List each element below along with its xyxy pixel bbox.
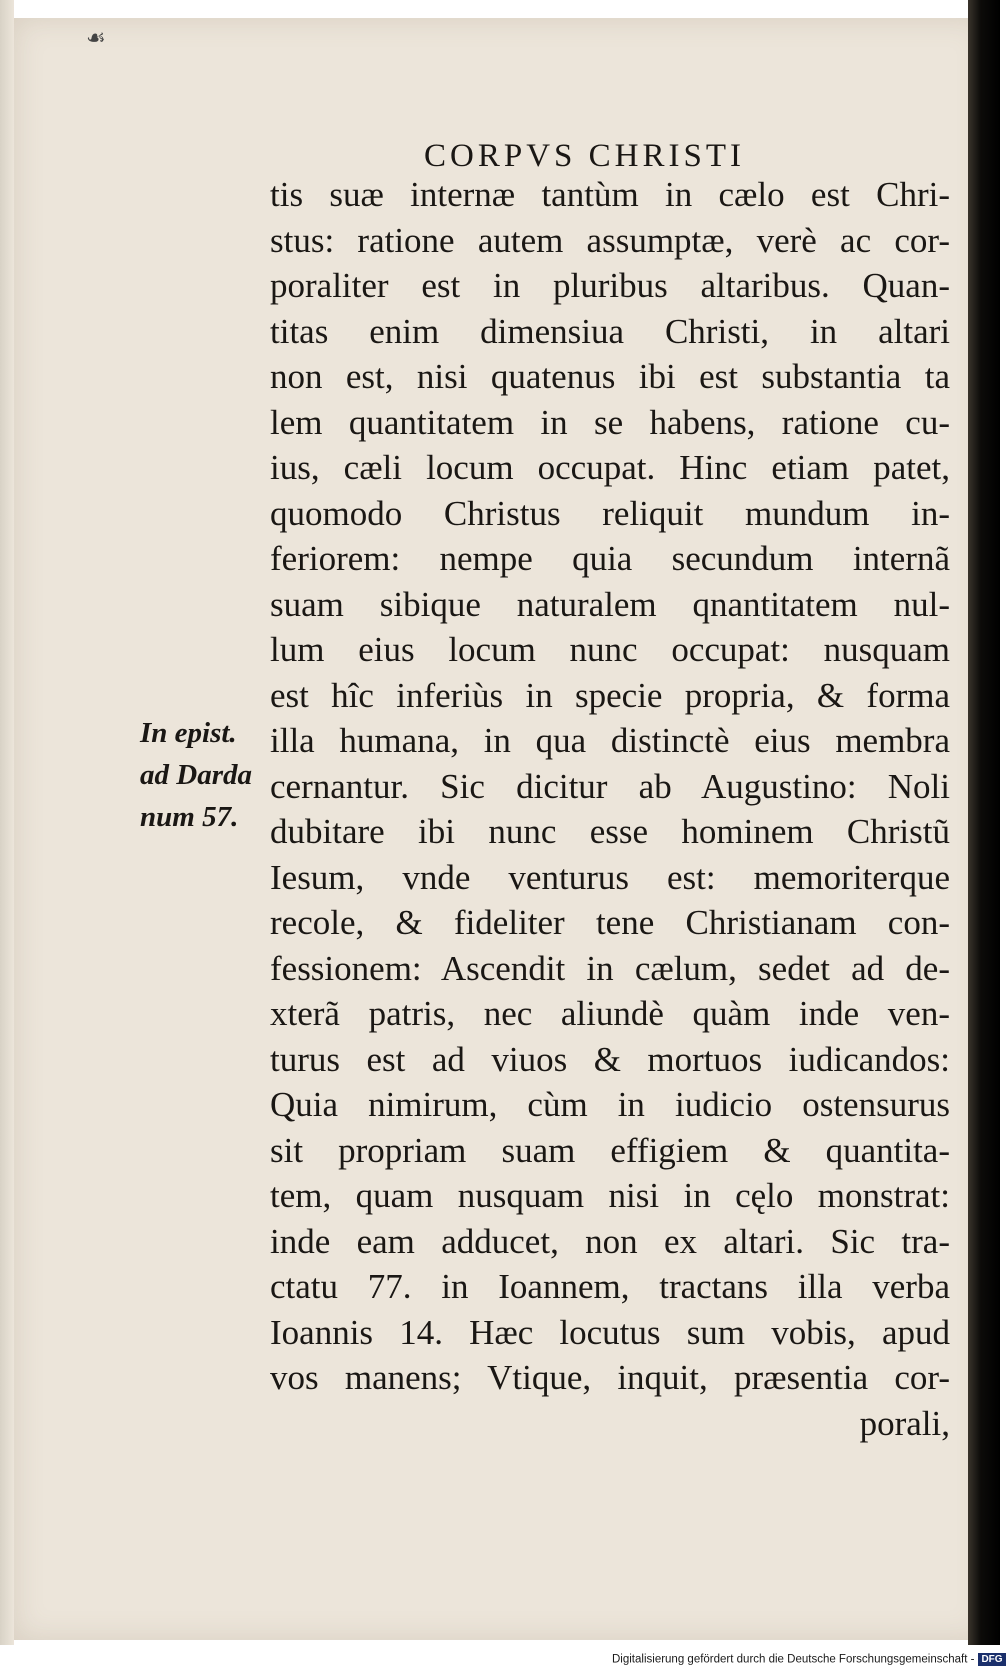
text-line: dubitare ibi nunc esse hominem Christũ — [270, 812, 950, 851]
digitization-credit — [612, 1653, 1006, 1666]
text-line: illa humana, in qua distinctè eius membra — [270, 721, 950, 760]
text-line: stus: ratione autem assumptæ, verè ac cor- — [270, 220, 950, 260]
book-edge — [968, 0, 1000, 1645]
marginal-note — [140, 712, 268, 838]
text-line: lum eius locum nunc occupat: nusquam — [270, 630, 950, 669]
text-line: Ioannis 14. Hæc locutus sum vobis, apud — [270, 1312, 950, 1352]
text-line: poraliter est in pluribus altaribus. Quan- — [270, 266, 950, 305]
text-line: cernantur. Sic dicitur ab Augustino: Noli — [270, 766, 950, 806]
text-line: Quia nimirum, cùm in iudicio ostensurus — [270, 1085, 950, 1124]
text-line: sit propriam suam effigiem & quantita- — [270, 1130, 950, 1170]
text-line: inde eam adducet, non ex altari. Sic tra- — [270, 1221, 950, 1261]
text-line: non est, nisi quatenus ibi est substantia ta — [270, 357, 950, 396]
text-line: xterã patris, nec aliundè quàm inde ven- — [270, 994, 950, 1033]
text-line: Iesum, vnde venturus est: memoriterque — [270, 857, 950, 897]
ornament-icon: ☙ — [86, 26, 106, 51]
catchword: porali, — [859, 1403, 950, 1443]
text-line: recole, & fideliter tene Christianam con- — [270, 903, 950, 942]
text-line: fessionem: Ascendit in cælum, sedet ad de- — [270, 948, 950, 988]
text-line: tem, quam nusquam nisi in cęlo monstrat: — [270, 1176, 950, 1215]
body-text — [270, 172, 950, 1446]
text-line: vos manens; Vtique, inquit, præsentia cor- — [270, 1358, 950, 1397]
running-header: CORPVS CHRISTI — [424, 138, 745, 174]
text-line: turus est ad viuos & mortuos iudicandos: — [270, 1039, 950, 1079]
text-line: titas enim dimensiua Christi, in altari — [270, 311, 950, 351]
dfg-logo: DFG — [978, 1653, 1005, 1666]
text-line: ctatu 77. in Ioannem, tractans illa verba — [270, 1267, 950, 1306]
marginal-note-line: ad Darda — [140, 759, 252, 791]
credit-text: Digitalisierung gefördert durch die Deutsche Forschungsgemeinschaft - — [612, 1653, 975, 1666]
text-line: est hîc inferiùs in specie propria, & forma — [270, 675, 950, 715]
text-line: lem quantitatem in se habens, ratione cu- — [270, 402, 950, 442]
text-line: ius, cæli locum occupat. Hinc etiam patet, — [270, 448, 950, 487]
page-gutter — [0, 0, 14, 1645]
marginal-note-line: num 57. — [140, 801, 239, 833]
text-line: suam sibique naturalem qnantitatem nul- — [270, 584, 950, 624]
marginal-note-line: In epist. — [140, 717, 237, 749]
text-line: tis suæ internæ tantùm in cælo est Chri- — [270, 175, 950, 214]
text-line: quomodo Christus reliquit mundum in- — [270, 493, 950, 533]
text-line: feriorem: nempe quia secundum internã — [270, 539, 950, 578]
